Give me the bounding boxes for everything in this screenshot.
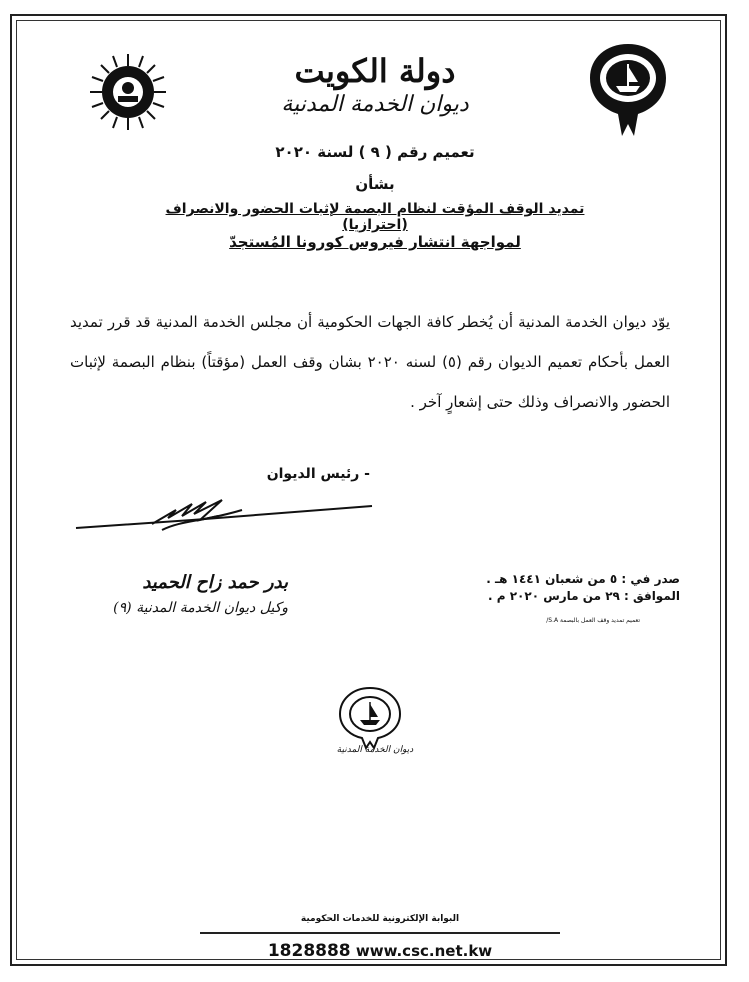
subject-line-1: تمديد الوقف المؤقت لنظام البصمة لإثبات الحضور والانصراف (احترازيا) [165,201,585,233]
deputy-signature-name: بدر حمد زاح الحميد [142,572,288,593]
chief-label: - رئيس الديوان [266,466,370,482]
footer-divider [200,932,560,934]
issued-date [480,571,680,605]
issued-hijri: صدر في : ٥ من شعبان ١٤٤١ هـ . [486,572,680,586]
portal-label: البوابة الإلكترونية للخدمات الحكومية [300,914,460,924]
footer-phone: 1828888 [267,941,351,961]
circular-number: تعميم رقم ( ٩ ) لسنة ٢٠٢٠ [275,143,475,161]
regarding-label: بشأن [355,175,395,193]
department-logo-label: ديوان الخدمة المدنية [336,745,414,755]
kuwait-emblem-icon [584,40,672,140]
chief-signature [72,480,382,540]
reference-note: تعميم تمديد وقف العمل بالبصمة S.A/ [546,617,640,624]
body-paragraph: يوّد ديوان الخدمة المدنية أن يُخطر كافة الجهات الحكومية أن مجلس الخدمة المدنية قد قرر تمديد العمل بأحكام تعميم الديوان رقم (٥) لسنه ٢٠٢٠ بشان وقف العمل (مؤقتاً) بنظام البصمة لإثبات الحضور والانصراف وذلك حتى إشعارٍ آخر . [70,313,670,411]
department-logo-icon [330,684,410,750]
footer-contact [240,941,520,961]
issued-gregorian: الموافق : ٢٩ من مارس ٢٠٢٠ م . [488,589,680,603]
footer-website[interactable]: www.csc.net.kw [355,942,493,960]
deputy-title: وكيل ديوان الخدمة المدنية (٩) [113,600,288,616]
subject-line-2: لمواجهة انتشار فيروس كورونا المُستجدّ [229,233,521,251]
state-title: دولة الكويت [294,52,456,90]
sunburst-emblem-icon [88,52,168,132]
department-title: ديوان الخدمة المدنية [281,92,469,117]
